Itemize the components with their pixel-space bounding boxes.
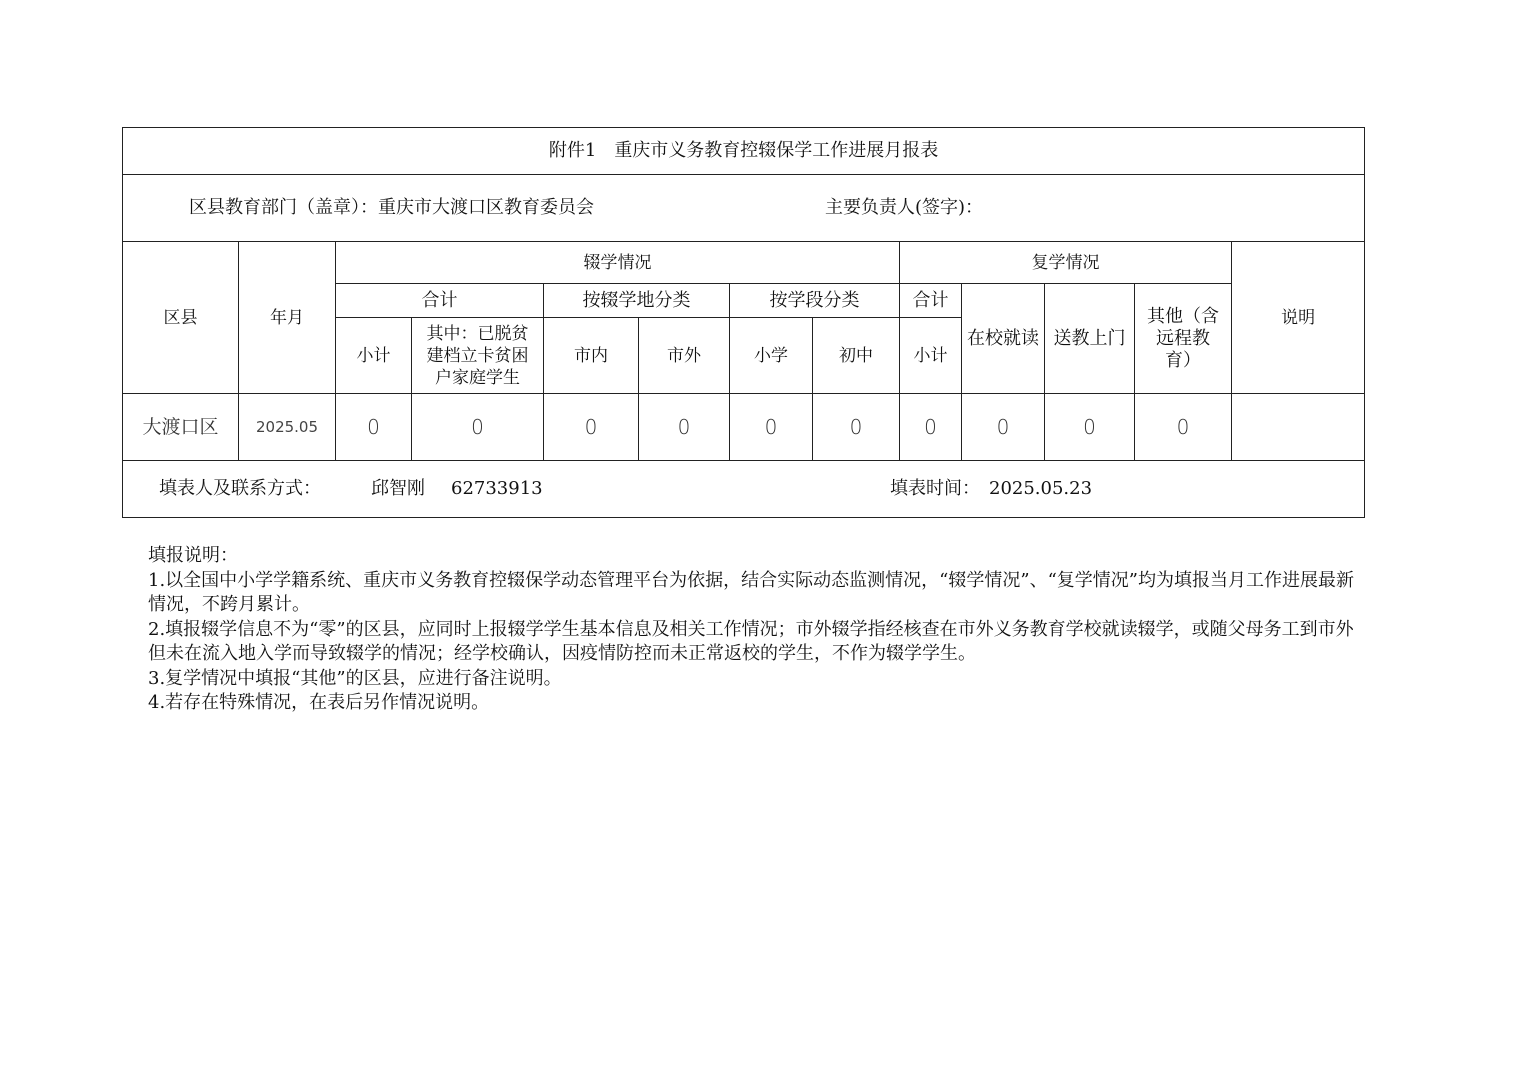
cell-out-city: 0 xyxy=(639,394,730,461)
notes-item-2: 2.填报辍学信息不为“零”的区县，应同时上报辍学学生基本信息及相关工作情况；市外辍学指经核查在市外义务教育学校就读辍学，或随父母务工到市外但未在流入地入学而导致辍学的情况；经学校确认，因疫情防控而未正常返校的学生，不作为辍学学生。 xyxy=(148,618,1354,664)
cell-month: 2025.05 xyxy=(239,394,336,461)
fill-time-value: 2025.05.23 xyxy=(989,478,1093,499)
filler-phone: 62733913 xyxy=(451,478,543,499)
cell-primary: 0 xyxy=(730,394,813,461)
notes-heading: 填报说明： xyxy=(148,545,238,566)
principal-signature-label: 主要负责人(签字)： xyxy=(825,197,984,218)
report-title xyxy=(123,128,1365,175)
notes-item-1: 1.以全国中小学学籍系统、重庆市义务教育控辍保学动态管理平台为依据，结合实际动态监测情况，“辍学情况”、“复学情况”均为填报当月工作进展最新情况，不跨月累计。 xyxy=(148,569,1354,615)
header-in-school: 在校就读 xyxy=(962,284,1045,394)
cell-in-city: 0 xyxy=(544,394,639,461)
header-by-location: 按辍学地分类 xyxy=(544,284,730,318)
cell-remarks xyxy=(1232,394,1365,461)
title-prefix: 附件1 xyxy=(548,140,597,161)
header-subtotal: 小计 xyxy=(336,318,412,394)
cell-other: 0 xyxy=(1135,394,1232,461)
cell-district: 大渡口区 xyxy=(123,394,239,461)
header-junior: 初中 xyxy=(813,318,900,394)
cell-return-subtotal: 0 xyxy=(900,394,962,461)
header-return-total: 合计 xyxy=(900,284,962,318)
header-dropout-group: 辍学情况 xyxy=(336,242,900,284)
header-primary: 小学 xyxy=(730,318,813,394)
filling-notes xyxy=(148,544,1360,716)
cell-poverty: 0 xyxy=(412,394,544,461)
footer-row xyxy=(123,461,1365,518)
cell-junior: 0 xyxy=(813,394,900,461)
fill-time-label: 填表时间： xyxy=(890,478,980,499)
header-month: 年月 xyxy=(239,242,336,394)
header-in-city: 市内 xyxy=(544,318,639,394)
cell-in-school: 0 xyxy=(962,394,1045,461)
monthly-report-table xyxy=(122,127,1365,518)
header-poverty: 其中：已脱贫建档立卡贫困户家庭学生 xyxy=(412,318,544,394)
header-remarks: 说明 xyxy=(1232,242,1365,394)
header-by-stage: 按学段分类 xyxy=(730,284,900,318)
header-out-city: 市外 xyxy=(639,318,730,394)
header-total: 合计 xyxy=(336,284,544,318)
header-return-group: 复学情况 xyxy=(900,242,1232,284)
header-return-subtotal: 小计 xyxy=(900,318,962,394)
filler-label: 填表人及联系方式： xyxy=(159,478,321,499)
title-text: 重庆市义务教育控辍保学工作进展月报表 xyxy=(614,140,939,161)
notes-item-3: 3.复学情况中填报“其他”的区县，应进行备注说明。 xyxy=(148,667,562,689)
filler-name: 邱智刚 xyxy=(371,478,425,499)
table-row xyxy=(123,394,1365,461)
dept-label: 区县教育部门（盖章）：重庆市大渡口区教育委员会 xyxy=(189,197,594,218)
dept-row xyxy=(123,175,1365,242)
notes-item-4: 4.若存在特殊情况，在表后另作情况说明。 xyxy=(148,692,490,713)
cell-subtotal: 0 xyxy=(336,394,412,461)
header-district: 区县 xyxy=(123,242,239,394)
header-home-teaching: 送教上门 xyxy=(1045,284,1135,394)
header-other: 其他（含远程教育） xyxy=(1135,284,1232,394)
cell-home-teaching: 0 xyxy=(1045,394,1135,461)
